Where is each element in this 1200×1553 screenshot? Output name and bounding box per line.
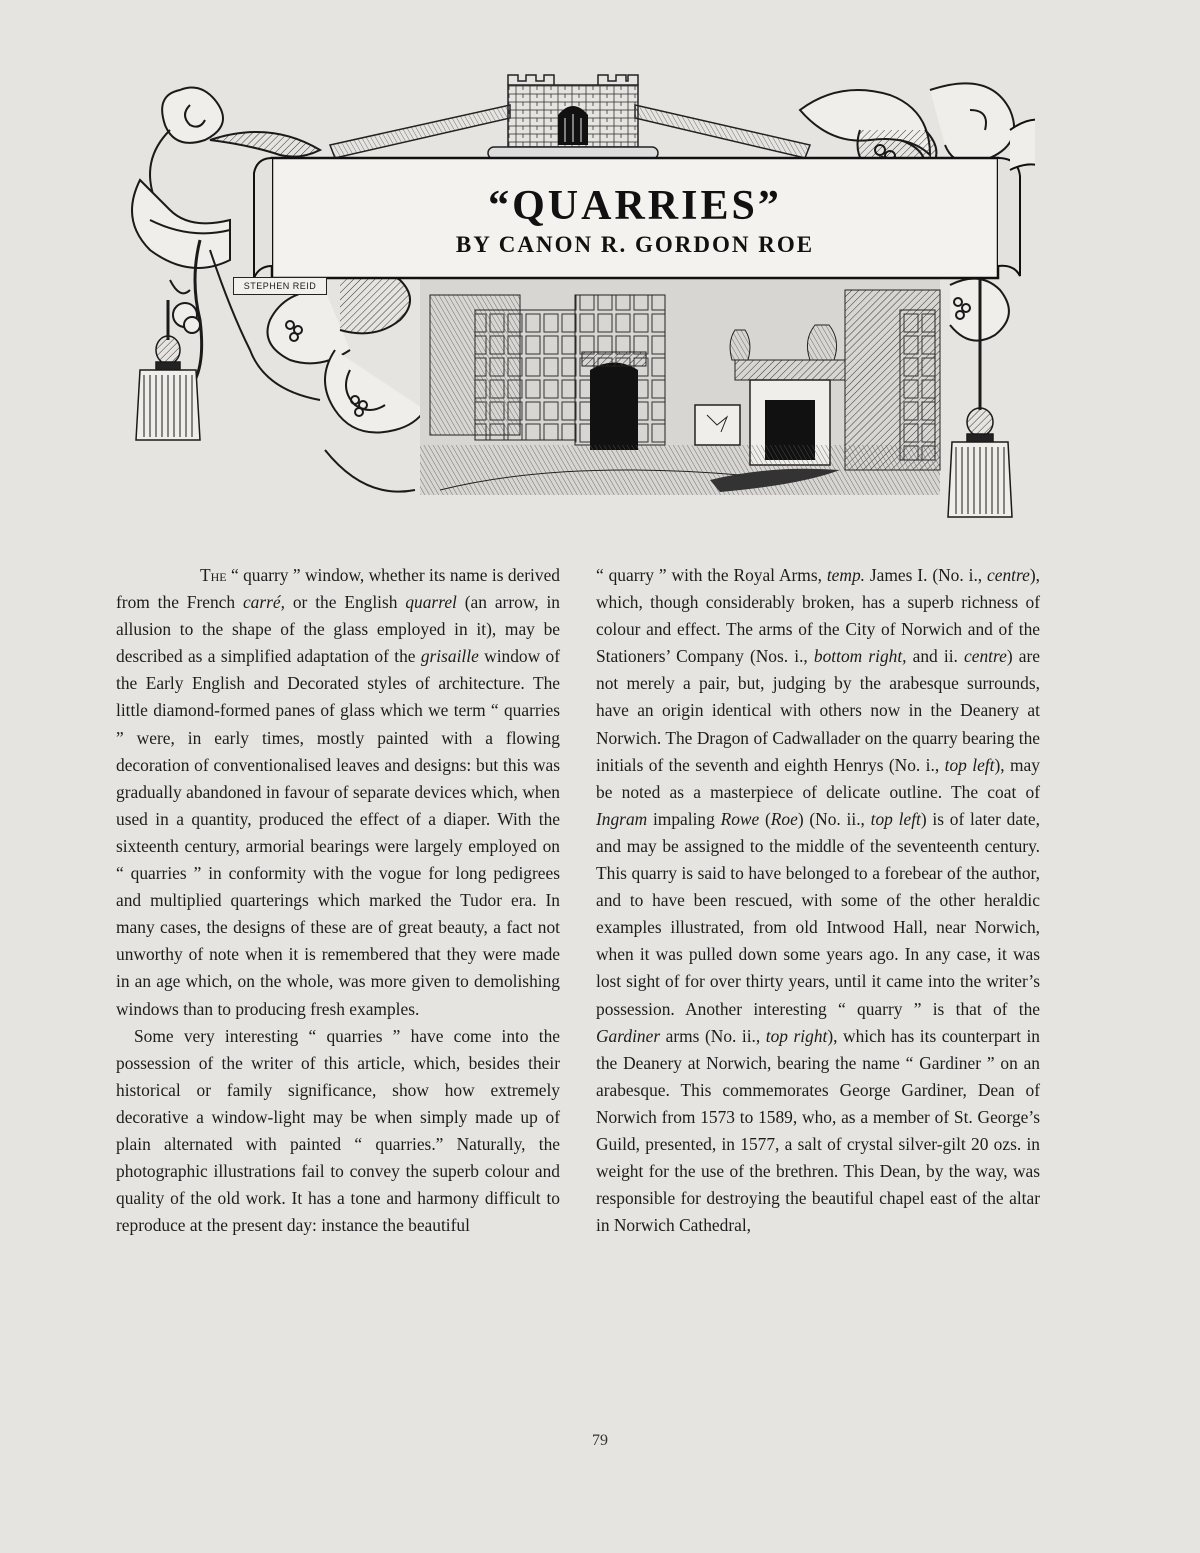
italic-grisaille: grisaille — [420, 646, 479, 667]
text-run: (an arrow, in allusion to the shape of the glass employed in it), may be described as a simplified adaptation of the — [116, 592, 560, 667]
text-run: “ quarry ” window, whether its name is derived from the French — [116, 565, 560, 613]
article-title: “QUARRIES” — [488, 183, 782, 229]
left-column — [116, 562, 560, 1239]
italic-ingram: Ingram — [596, 808, 648, 829]
right-tassel — [948, 408, 1012, 517]
lead-word: The — [200, 565, 227, 585]
text-run: or the English — [284, 592, 406, 613]
text-run: ) is of later date, and may be assigned to the middle of the seventeenth century. This quarry is said to have belonged to a forebear of the author, and to have been rescued, with some of the other heraldic examples illustrated, from old Intwood Hall, near Norwich, when it was pulled down some years ago. In any case, it was lost sight of for over thirty years, until it came into the writer’s possession. Another interesting “ quarry ” is that of the — [596, 808, 1040, 1019]
title-banner — [272, 150, 998, 278]
italic-centre: centre — [964, 646, 1007, 667]
article-byline: BY CANON R. GORDON ROE — [455, 232, 815, 257]
italic-top-left: top left — [870, 808, 921, 829]
header-illustration — [110, 70, 1035, 530]
italic-quarrel: quarrel — [405, 592, 457, 613]
interior-scene — [420, 270, 940, 495]
text-run: window of the Early English and Decorated styles of architecture. The little diamond-formed panes of glass which we term “ quarries ” were, in early times, mostly painted with a flowing decoration of conventionalised leaves and designs: but this was gradually abandoned in favour of separate devices which, when used in a quantity, produced the effect of a diaper. With the sixteenth century, armorial bearings were largely employed on “ quarries ” in conformity with the vogue for long pedigrees and multiplied quarterings which marked the Tudor era. In many cases, the designs of these are of great beauty, a fact not unworthy of note when it is remembered that they were made in an age which, on the whole, was more given to demolishing windows than to producing fresh examples. — [116, 646, 560, 1019]
italic-gardiner: Gardiner — [596, 1025, 661, 1046]
castle-gatehouse — [488, 75, 658, 159]
italic-top-right: top right — [765, 1025, 828, 1046]
right-column — [596, 562, 1040, 1239]
paragraph-3 — [596, 562, 1040, 1239]
text-run: impaling — [647, 808, 721, 829]
text-run: “ quarry ” with the Royal Arms, — [596, 565, 827, 585]
italic-carre: carré, — [242, 592, 285, 613]
text-run: ), which has its counterpart in the Deanery at Norwich, bearing the name “ Gardiner ” on an arabesque. This commemorates George Gardiner, Dean of Norwich from 1573 to 1589, who, as a member of St. George’s Guild, presented, in 1577, a salt of crystal silver-gilt 20 ozs. in weight for the use of the brethren. This Dean, by the way, was responsible for destroying the beautiful chapel east of the altar in Norwich Cathedral, — [596, 1025, 1040, 1236]
italic-centre: centre — [987, 565, 1030, 585]
paragraph-2: Some very interesting “ quarries ” have come into the possession of the writer of this article, which, besides their historical or family significance, show how extremely decorative a window-light may be when simply made up of plain alternated with painted “ quarries.” Naturally, the photographic illustrations fail to convey the superb colour and quality of the old work. It has a tone and harmony difficult to reproduce at the present day: instance the beautiful — [116, 1025, 560, 1236]
paragraph-1 — [116, 562, 560, 1023]
ornamental-frame-illustration — [110, 70, 1035, 530]
text-run: ), may be noted as a masterpiece of delicate outline. The coat of — [596, 754, 1040, 802]
text-run: ) are not merely a pair, but, judging by the arabesque surrounds, have an origin identical with others now in the Deanery at Norwich. The Dragon of Cadwallader on the quarry bearing the initials of the seventh and eighth Henrys (No. i., — [596, 646, 1040, 775]
illustrator-signature: STEPHEN REID — [233, 277, 327, 295]
text-run: ), which, though considerably broken, has a superb richness of colour and effect. The arms of the City of Norwich and of the Stationers’ Company (Nos. i., — [596, 565, 1040, 667]
text-run: arms (No. ii., — [660, 1025, 766, 1046]
italic-rowe: Rowe — [720, 808, 760, 829]
text-run: and ii. — [906, 646, 965, 667]
text-run: ( — [759, 808, 771, 829]
text-run: ) (No. ii., — [797, 808, 871, 829]
italic-temp: temp. — [826, 565, 865, 585]
text-run: James I. (No. i., — [865, 565, 988, 585]
italic-roe: Roe — [770, 808, 798, 829]
italic-top-left: top left — [944, 754, 995, 775]
page-number: 79 — [592, 1432, 608, 1449]
italic-bottom-right: bottom right, — [813, 646, 907, 667]
